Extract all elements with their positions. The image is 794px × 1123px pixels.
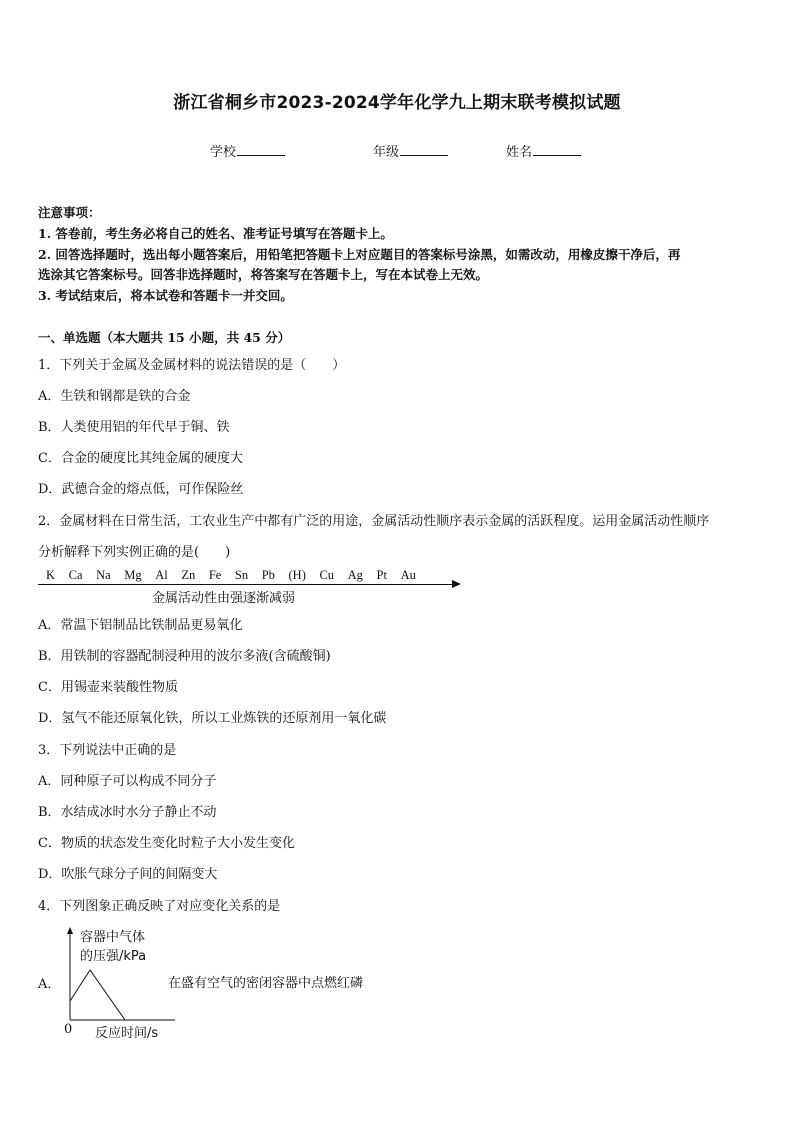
question-2-option-d: D．氢气不能还原氧化铁，所以工业炼铁的还原剂用一氧化碳 — [38, 711, 387, 726]
question-1-option-d: D．武德合金的熔点低，可作保险丝 — [38, 482, 244, 497]
activity-series — [46, 568, 429, 583]
metal-h: (H) — [288, 568, 306, 582]
metal-mg: Mg — [124, 568, 142, 582]
activity-arrow-head — [452, 580, 461, 588]
metal-fe: Fe — [208, 568, 222, 582]
page-title: 浙江省桐乡市2023-2024学年化学九上期末联考模拟试题 — [173, 93, 621, 113]
name-label: 姓名 — [506, 145, 533, 160]
notice-item-3: 3. 考试结束后，将本试卷和答题卡一并交回。 — [38, 288, 293, 303]
metal-pb: Pb — [261, 568, 275, 582]
question-2-option-a: A．常温下铝制品比铁制品更易氧化 — [38, 618, 243, 633]
metal-cu: Cu — [319, 568, 335, 582]
activity-arrow-line — [38, 584, 454, 585]
question-2-stem-cont: 分析解释下列实例正确的是( ) — [38, 545, 231, 560]
metal-ag: Ag — [347, 568, 363, 582]
school-field[interactable] — [210, 141, 285, 160]
graph-origin: 0 — [64, 1022, 73, 1037]
question-2-stem: 2．金属材料在日常生活，工农业生产中都有广泛的用途，金属活动性顺序表示金属的活跃程度。运用金属活动性顺序 — [38, 514, 710, 529]
question-4-option-a-label: A． — [38, 977, 61, 992]
metal-pt: Pt — [376, 568, 387, 582]
grade-field[interactable] — [373, 141, 448, 160]
notice-item-2-cont: 选涂其它答案标号。回答非选择题时，将答案写在答题卡上，写在本试卷上无效。 — [38, 267, 489, 282]
grade-blank[interactable] — [400, 143, 448, 156]
activity-caption: 金属活动性由强逐渐减弱 — [152, 591, 296, 606]
metal-k: K — [46, 568, 56, 582]
metal-au: Au — [400, 568, 416, 582]
metal-sn: Sn — [234, 568, 249, 582]
question-3-option-c: C．物质的状态发生变化时粒子大小发生变化 — [38, 836, 295, 851]
school-blank[interactable] — [237, 143, 285, 156]
metal-na: Na — [96, 568, 111, 582]
graph-xlabel: 反应时间/s — [95, 1026, 159, 1041]
question-2-option-b: B．用铁制的容器配制浸种用的波尔多液(含硫酸铜) — [38, 649, 331, 664]
question-4-stem: 4．下列图象正确反映了对应变化关系的是 — [38, 899, 281, 914]
question-3-option-b: B．水结成冰时水分子静止不动 — [38, 805, 217, 820]
question-3-option-d: D．吹胀气球分子间的间隔变大 — [38, 867, 218, 882]
school-label: 学校 — [210, 145, 237, 160]
question-4-option-a-text: 在盛有空气的密闭容器中点燃红磷 — [168, 976, 364, 991]
question-2-option-c: C．用锡壶来装酸性物质 — [38, 680, 178, 695]
graph-y-arrow — [67, 927, 73, 934]
question-1-option-a: A．生铁和钢都是铁的合金 — [38, 389, 191, 404]
notice-heading: 注意事项： — [38, 205, 101, 220]
question-1-option-c: C．合金的硬度比其纯金属的硬度大 — [38, 451, 243, 466]
graph-pressure-line — [70, 970, 125, 1020]
notice-item-2: 2. 回答选择题时，选出每小题答案后，用铅笔把答题卡上对应题目的答案标号涂黑，如需改动，用橡皮擦干净后，再 — [38, 247, 681, 262]
name-field[interactable] — [506, 141, 581, 160]
name-blank[interactable] — [533, 143, 581, 156]
graph-ylabel-2: 的压强/kPa — [80, 949, 147, 964]
notice-item-1: 1. 答卷前，考生务必将自己的姓名、准考证号填写在答题卡上。 — [38, 226, 393, 241]
question-3-option-a: A．同种原子可以构成不同分子 — [38, 774, 217, 789]
metal-ca: Ca — [68, 568, 83, 582]
metal-zn: Zn — [181, 568, 196, 582]
question-1-option-b: B．人类使用铝的年代早于铜、铁 — [38, 420, 230, 435]
question-1-stem: 1．下列关于金属及金属材料的说法错误的是（ ） — [38, 358, 346, 373]
section-heading: 一、单选题（本大题共 15 小题，共 45 分） — [38, 330, 291, 345]
graph-ylabel-1: 容器中气体 — [80, 930, 146, 945]
question-3-stem: 3．下列说法中正确的是 — [38, 743, 177, 758]
metal-al: Al — [155, 568, 168, 582]
grade-label: 年级 — [373, 145, 400, 160]
